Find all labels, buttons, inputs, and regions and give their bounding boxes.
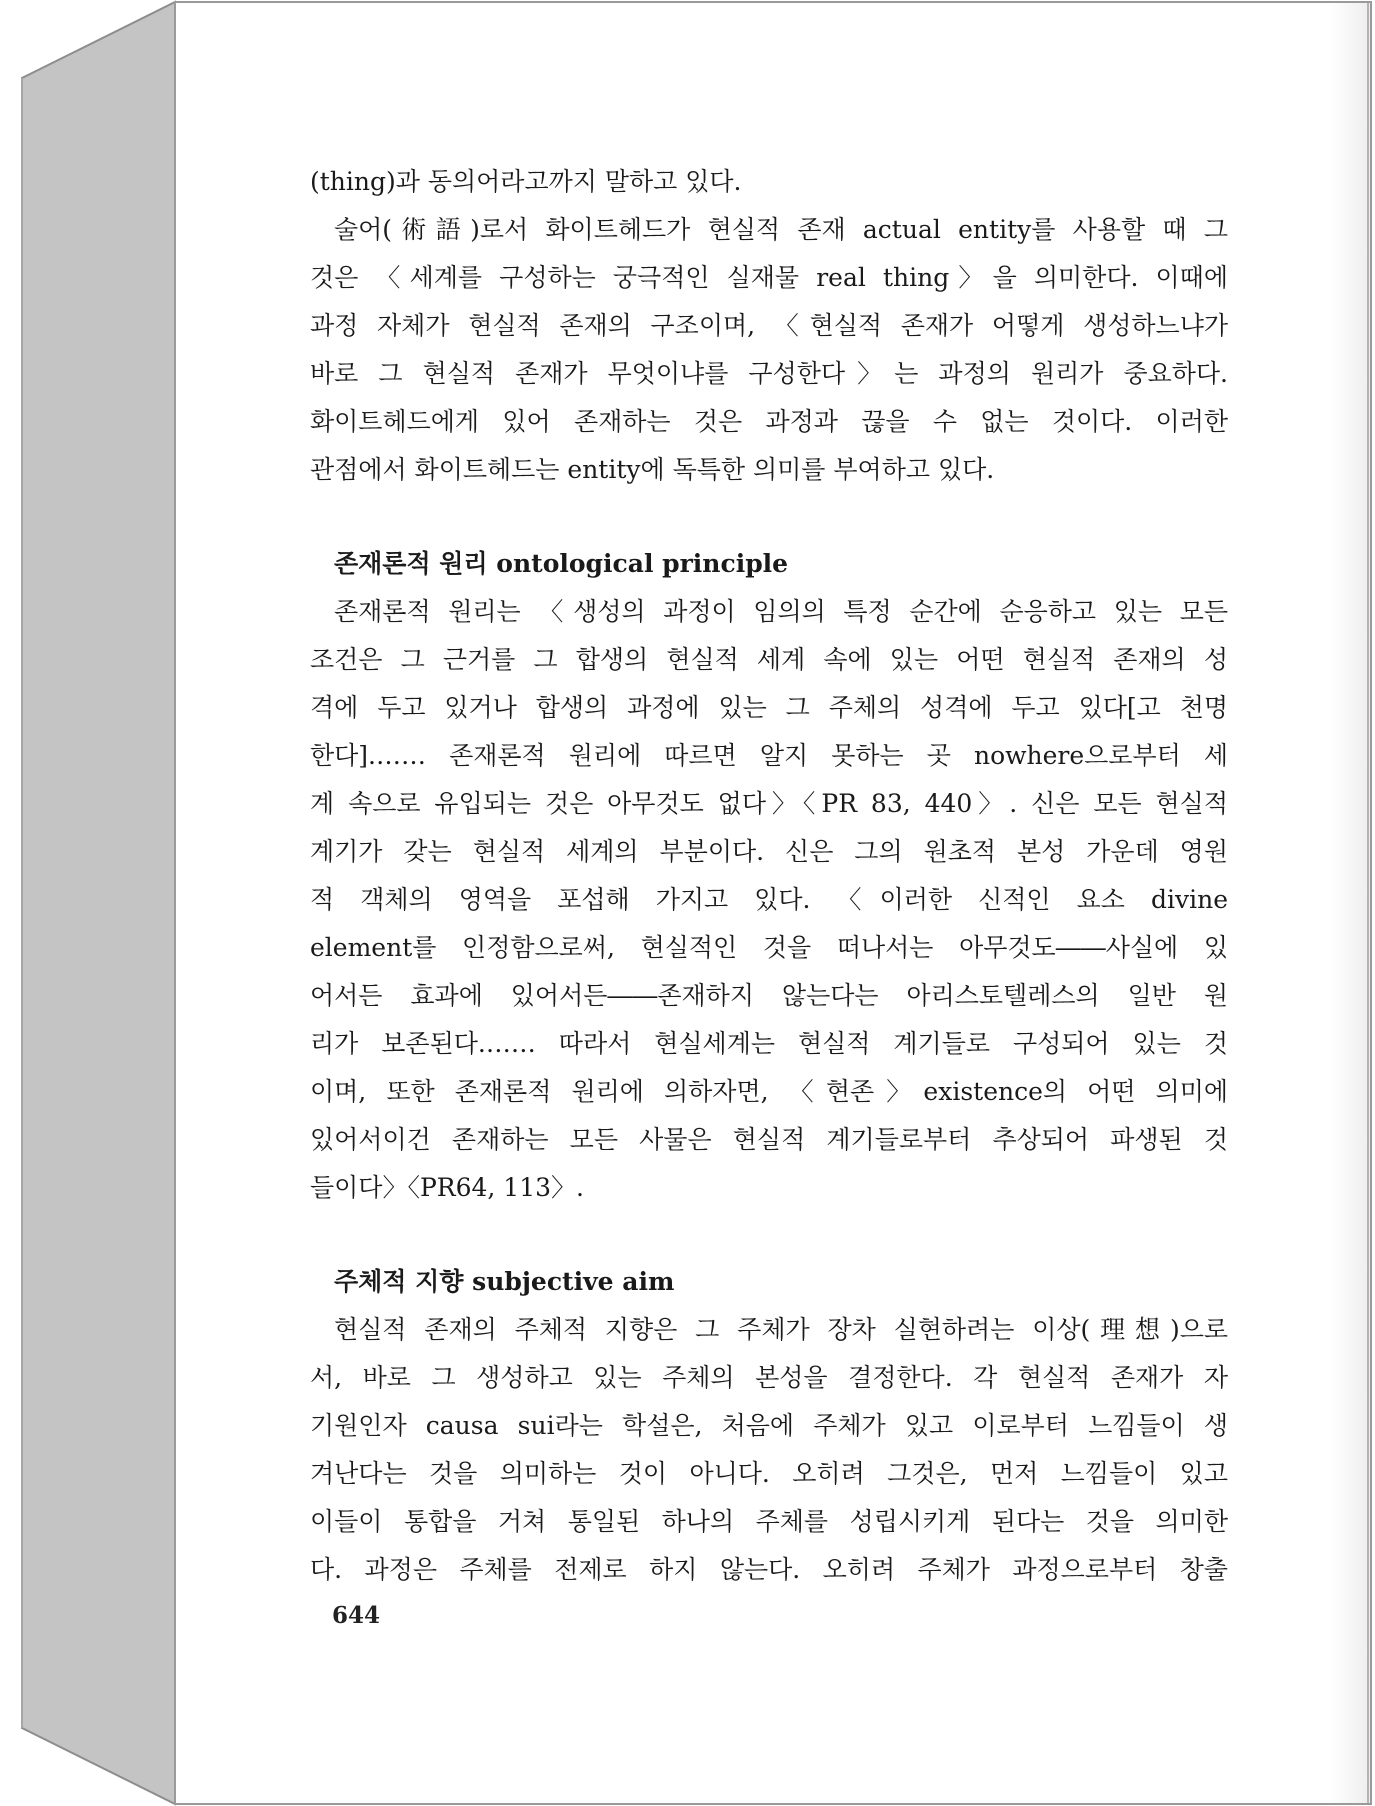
text-line: 적 객체의 영역을 포섭해 가지고 있다. 〈이러한 신적인 요소 divine: [310, 885, 1228, 914]
text-line: 서, 바로 그 생성하고 있는 주체의 본성을 결정한다. 각 현실적 존재가 자: [310, 1363, 1228, 1392]
text-line: 격에 두고 있거나 합생의 과정에 있는 그 주체의 성격에 두고 있다[고 천명: [310, 693, 1228, 722]
section-gap: [310, 1212, 1228, 1258]
text-line: 계 속으로 유입되는 것은 아무것도 없다〉〈PR 83, 440〉. 신은 모든 현실적: [310, 789, 1228, 818]
section-heading: 주체적 지향 subjective aim: [334, 1267, 675, 1296]
text-line: (thing)과 동의어라고까지 말하고 있다.: [310, 167, 742, 196]
text-line: 조건은 그 근거를 그 합생의 현실적 세계 속에 있는 어떤 현실적 존재의 성: [310, 645, 1228, 674]
text-line: 한다].…… 존재론적 원리에 따르면 알지 못하는 곳 nowhere으로부터 세: [310, 741, 1228, 770]
text-line: 과정 자체가 현실적 존재의 구조이며, 〈현실적 존재가 어떻게 생성하느냐가: [310, 311, 1228, 340]
text-line: 이들이 통합을 거쳐 통일된 하나의 주체를 성립시키게 된다는 것을 의미한: [310, 1507, 1228, 1536]
section-heading: 존재론적 원리 ontological principle: [334, 549, 789, 578]
text-line: 관점에서 화이트헤드는 entity에 독특한 의미를 부여하고 있다.: [310, 455, 995, 484]
text-line: 리가 보존된다.…… 따라서 현실세계는 현실적 계기들로 구성되어 있는 것: [310, 1029, 1228, 1058]
book-spine: [22, 2, 175, 1804]
page-number: 644: [332, 1602, 381, 1629]
text-line: 어서든 효과에 있어서든――존재하지 않는다는 아리스토텔레스의 일반 원: [310, 981, 1228, 1010]
text-line: 들이다〉〈PR64, 113〉.: [310, 1173, 584, 1202]
page-body: [310, 158, 1228, 1594]
text-line: 겨난다는 것을 의미하는 것이 아니다. 오히려 그것은, 먼저 느낌들이 있고: [310, 1459, 1228, 1488]
text-line: 화이트헤드에게 있어 존재하는 것은 과정과 끊을 수 없는 것이다. 이러한: [310, 407, 1228, 436]
text-line: 계기가 갖는 현실적 세계의 부분이다. 신은 그의 원초적 본성 가운데 영원: [310, 837, 1228, 866]
text-line: 다. 과정은 주체를 전제로 하지 않는다. 오히려 주체가 과정으로부터 창출: [310, 1555, 1228, 1584]
text-line: 것은 〈세계를 구성하는 궁극적인 실재물 real thing〉을 의미한다. 이때에: [310, 263, 1228, 292]
text-line: 이며, 또한 존재론적 원리에 의하자면, 〈현존〉existence의 어떤 의미에: [310, 1077, 1228, 1106]
text-line: 술어(術語)로서 화이트헤드가 현실적 존재 actual entity를 사용할 때 그: [334, 215, 1228, 244]
text-line: element를 인정함으로써, 현실적인 것을 떠나서는 아무것도――사실에 있: [310, 933, 1228, 962]
text-line: 현실적 존재의 주체적 지향은 그 주체가 장차 실현하려는 이상(理想)으로: [334, 1315, 1228, 1344]
section-gap: [310, 494, 1228, 540]
text-line: 기원인자 causa sui라는 학설은, 처음에 주체가 있고 이로부터 느낌들이 생: [310, 1411, 1228, 1440]
text-line: 바로 그 현실적 존재가 무엇이냐를 구성한다〉는 과정의 원리가 중요하다.: [310, 359, 1228, 388]
text-line: 있어서이건 존재하는 모든 사물은 현실적 계기들로부터 추상되어 파생된 것: [310, 1125, 1228, 1154]
text-line: 존재론적 원리는 〈생성의 과정이 임의의 특정 순간에 순응하고 있는 모든: [334, 597, 1228, 626]
